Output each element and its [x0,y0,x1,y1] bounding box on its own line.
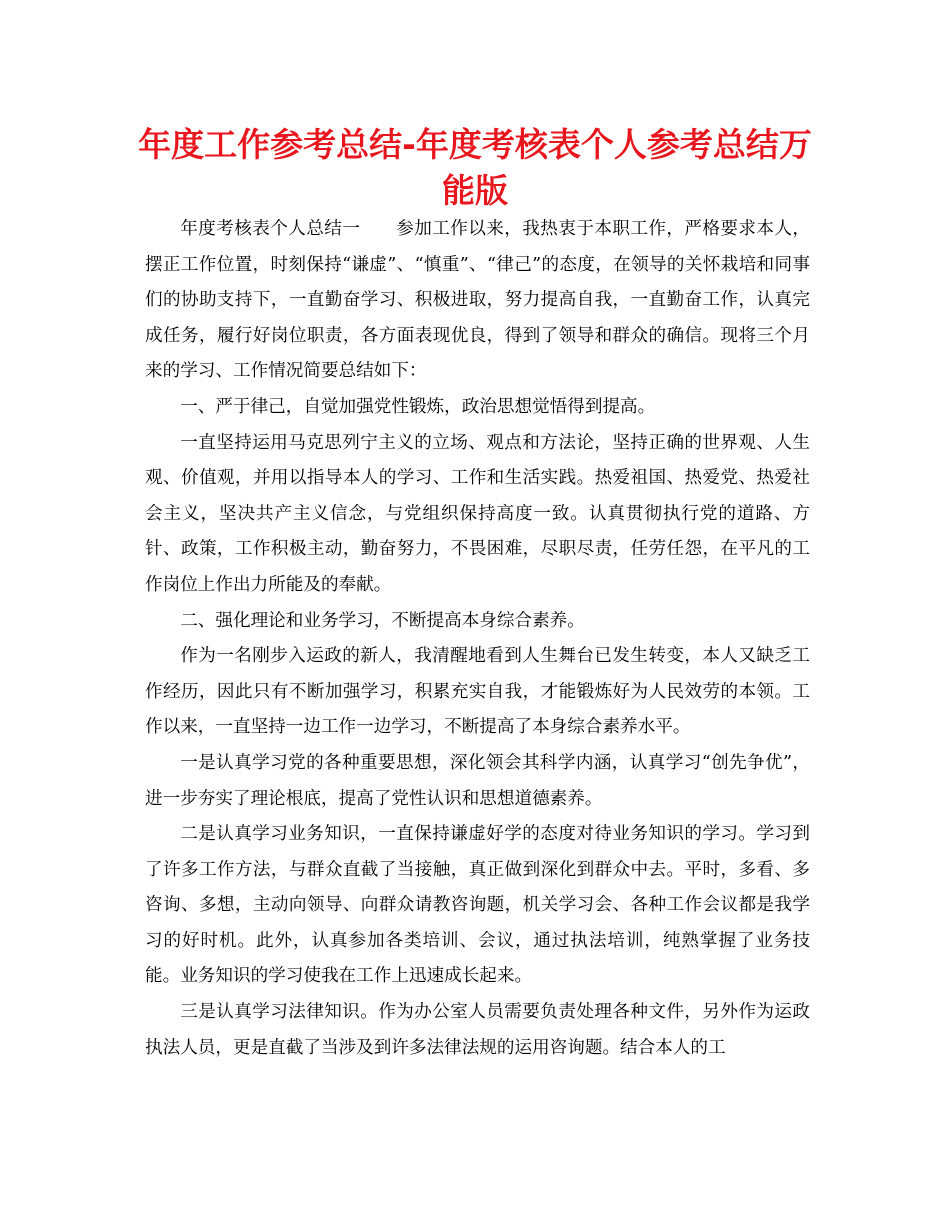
paragraph-section-1-heading: 一、严于律己，自觉加强党性锻炼，政治思想觉悟得到提高。 [180,396,656,417]
paragraph-point-3: 三是认真学习法律知识。作为办公室人员需要负责处理各种文件，另外作为运政执法人员，更是直截了当涉及到许多法律法规的运用咨询题。结合本人的工 [145,1002,810,1058]
paragraph-section-2-heading: 二、强化理论和业务学习，不断提高本身综合素养。 [180,610,585,631]
paragraph-point-1: 一是认真学习党的各种重要思想，深化领会其科学内涵，认真学习“创先争优”，进一步夯实了理论根底，提高了党性认识和思想道德素养。 [145,752,810,809]
document-title: 年度工作参考总结-年度考核表个人参考总结万能版 [138,125,812,210]
paragraph-section-2-body: 作为一名刚步入运政的新人，我清醒地看到人生舞台已发生转变，本人又缺乏工作经历，因此只有不断加强学习，积累充实自我，才能锻炼好为人民效劳的本领。工作以来，一直坚持一边工作一边学习，不断提高了本身综合素养水平。 [145,646,810,738]
document-body [145,212,810,1066]
paragraph-point-2: 二是认真学习业务知识，一直保持谦虚好学的态度对待业务知识的学习。学习到了许多工作方法，与群众直截了当接触，真正做到深化到群众中去。平时，多看、多咨询、多想，主动向领导、向群众请教咨询题，机关学习会、各种工作会议都是我学习的好时机。此外，认真参加各类培训、会议，通过执法培训，纯熟掌握了业务技能。业务知识的学习使我在工作上迅速成长起来。 [145,824,810,987]
paragraph-section-1-body: 一直坚持运用马克思列宁主义的立场、观点和方法论，坚持正确的世界观、人生观、价值观，并用以指导本人的学习、工作和生活实践。热爱祖国、热爱党、热爱社会主义，坚决共产主义信念，与党组织保持高度一致。认真贯彻执行党的道路、方针、政策，工作积极主动，勤奋努力，不畏困难，尽职尽责，任劳任怨，在平凡的工作岗位上作出力所能及的奉献。 [145,432,810,595]
paragraph-intro: 年度考核表个人总结一 参加工作以来，我热衷于本职工作，严格要求本人，摆正工作位置，时刻保持“谦虚”、“慎重”、“律己”的态度，在领导的关怀栽培和同事们的协助支持下，一直勤奋学习、积极进取，努力提高自我，一直勤奋工作，认真完成任务，履行好岗位职责，各方面表现优良，得到了领导和群众的确信。现将三个月来的学习、工作情况简要总结如下： [145,219,810,382]
